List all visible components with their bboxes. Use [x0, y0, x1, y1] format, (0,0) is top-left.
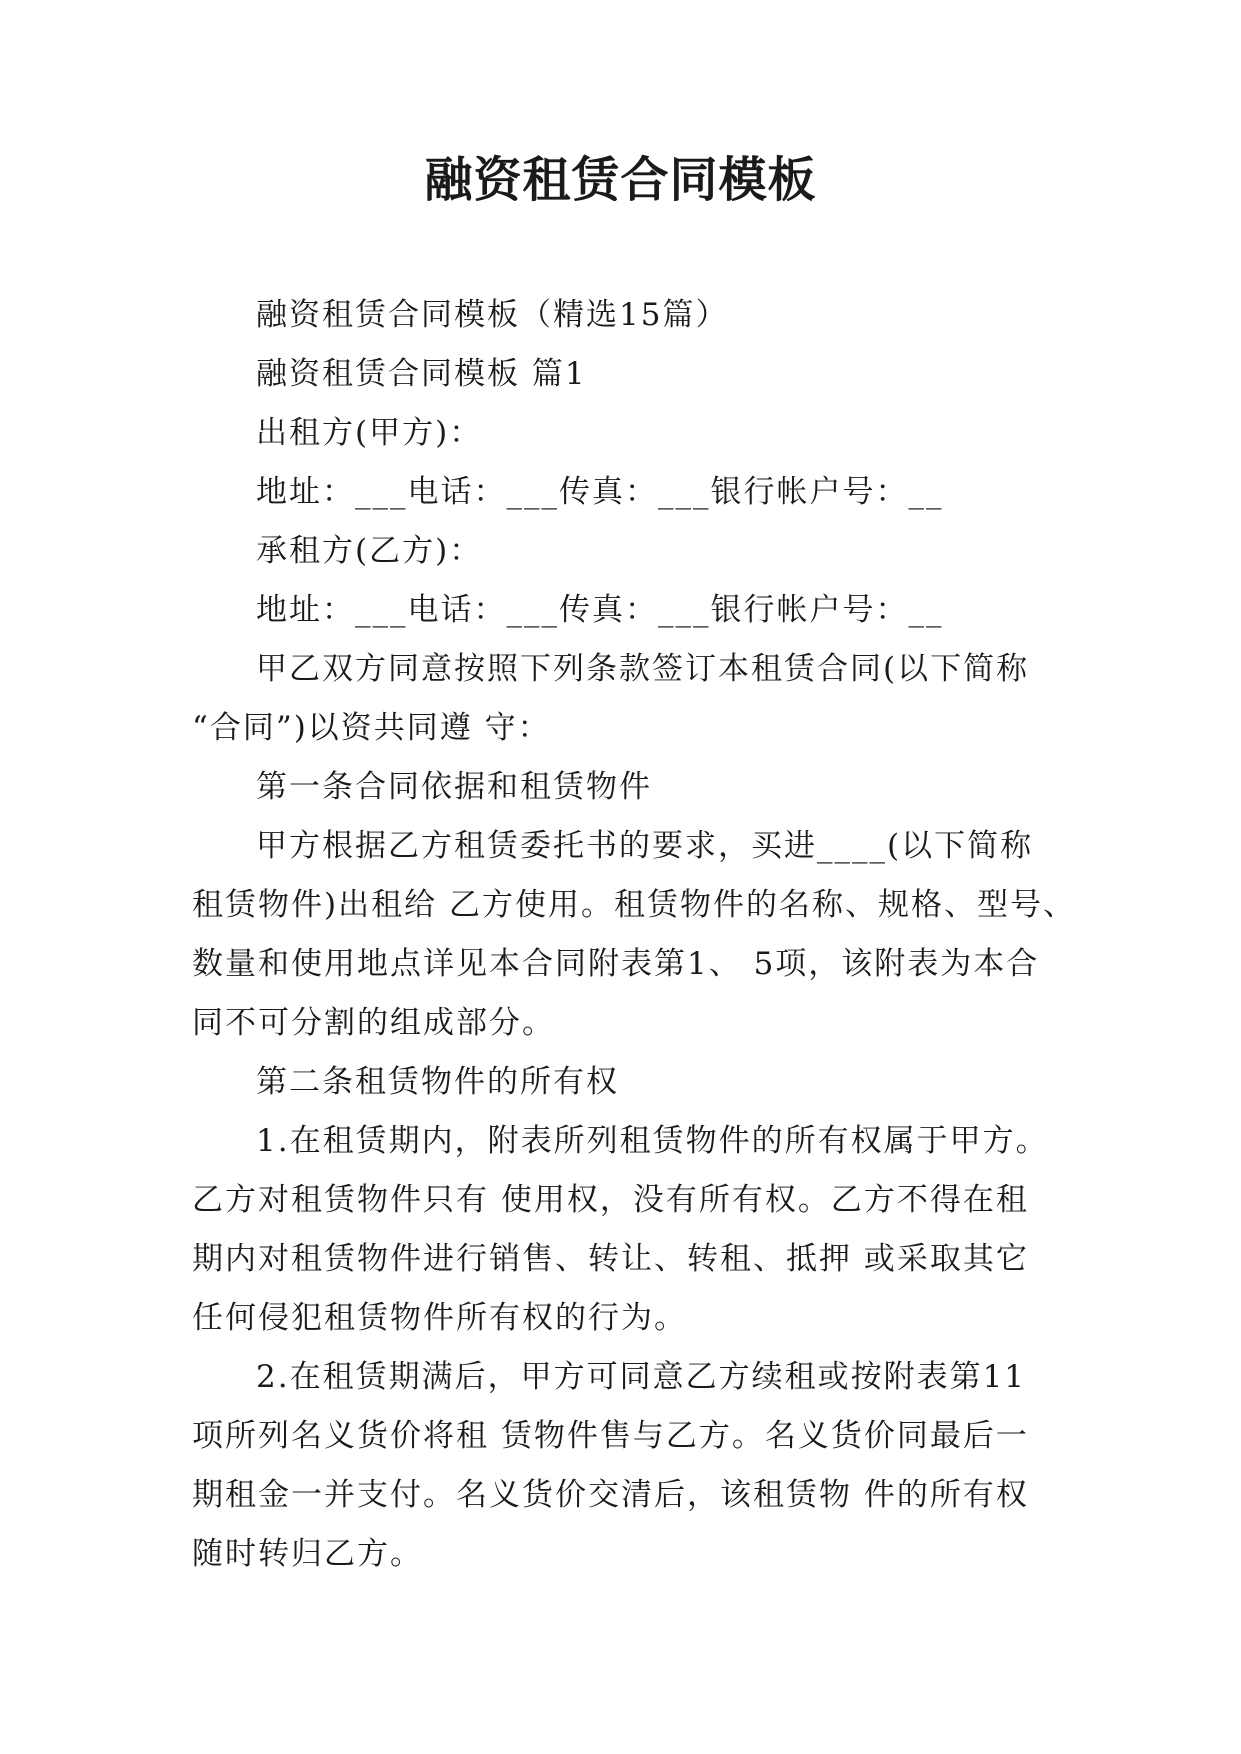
- document-body: [192, 286, 1076, 1584]
- body-line: 随时转归乙方。: [192, 1536, 423, 1572]
- body-line: 1.在租赁期内，附表所列租赁物件的所有权属于甲方。: [256, 1123, 1049, 1159]
- body-line: 地址：___电话：___传真：___银行帐户号：__: [256, 592, 944, 628]
- body-line: 乙方对租赁物件只有 使用权，没有所有权。乙方不得在租: [192, 1182, 1029, 1218]
- body-line: 期内对租赁物件进行销售、转让、转租、抵押 或采取其它: [192, 1241, 1029, 1277]
- body-line: 出租方(甲方)：: [256, 415, 483, 451]
- body-line: “合同”)以资共同遵 守：: [192, 710, 551, 746]
- body-line: 项所列名义货价将租 赁物件售与乙方。名义货价同最后一: [192, 1418, 1029, 1454]
- body-line: 地址：___电话：___传真：___银行帐户号：__: [256, 474, 944, 510]
- document-title: 融资租赁合同模板: [424, 152, 817, 208]
- body-line: 甲乙双方同意按照下列条款签订本租赁合同(以下简称: [256, 651, 1030, 687]
- body-line: 任何侵犯租赁物件所有权的行为。: [192, 1300, 687, 1336]
- body-line: 融资租赁合同模板 篇1: [256, 356, 587, 392]
- body-line: 2.在租赁期满后，甲方可同意乙方续租或按附表第11: [256, 1359, 1027, 1395]
- body-line: 承租方(乙方)：: [256, 533, 483, 569]
- body-line: 期租金一并支付。名义货价交清后，该租赁物 件的所有权: [192, 1477, 1029, 1513]
- body-line: 融资租赁合同模板（精选15篇）: [256, 297, 729, 333]
- body-line: 第二条租赁物件的所有权: [256, 1064, 619, 1100]
- body-line: 租赁物件)出租给 乙方使用。租赁物件的名称、规格、型号、: [192, 887, 1076, 923]
- body-line: 同不可分割的组成部分。: [192, 1005, 555, 1041]
- body-line: 数量和使用地点详见本合同附表第1、 5项，该附表为本合: [192, 946, 1040, 982]
- body-line: 甲方根据乙方租赁委托书的要求，买进____(以下简称: [256, 828, 1034, 864]
- body-line: 第一条合同依据和租赁物件: [256, 769, 652, 805]
